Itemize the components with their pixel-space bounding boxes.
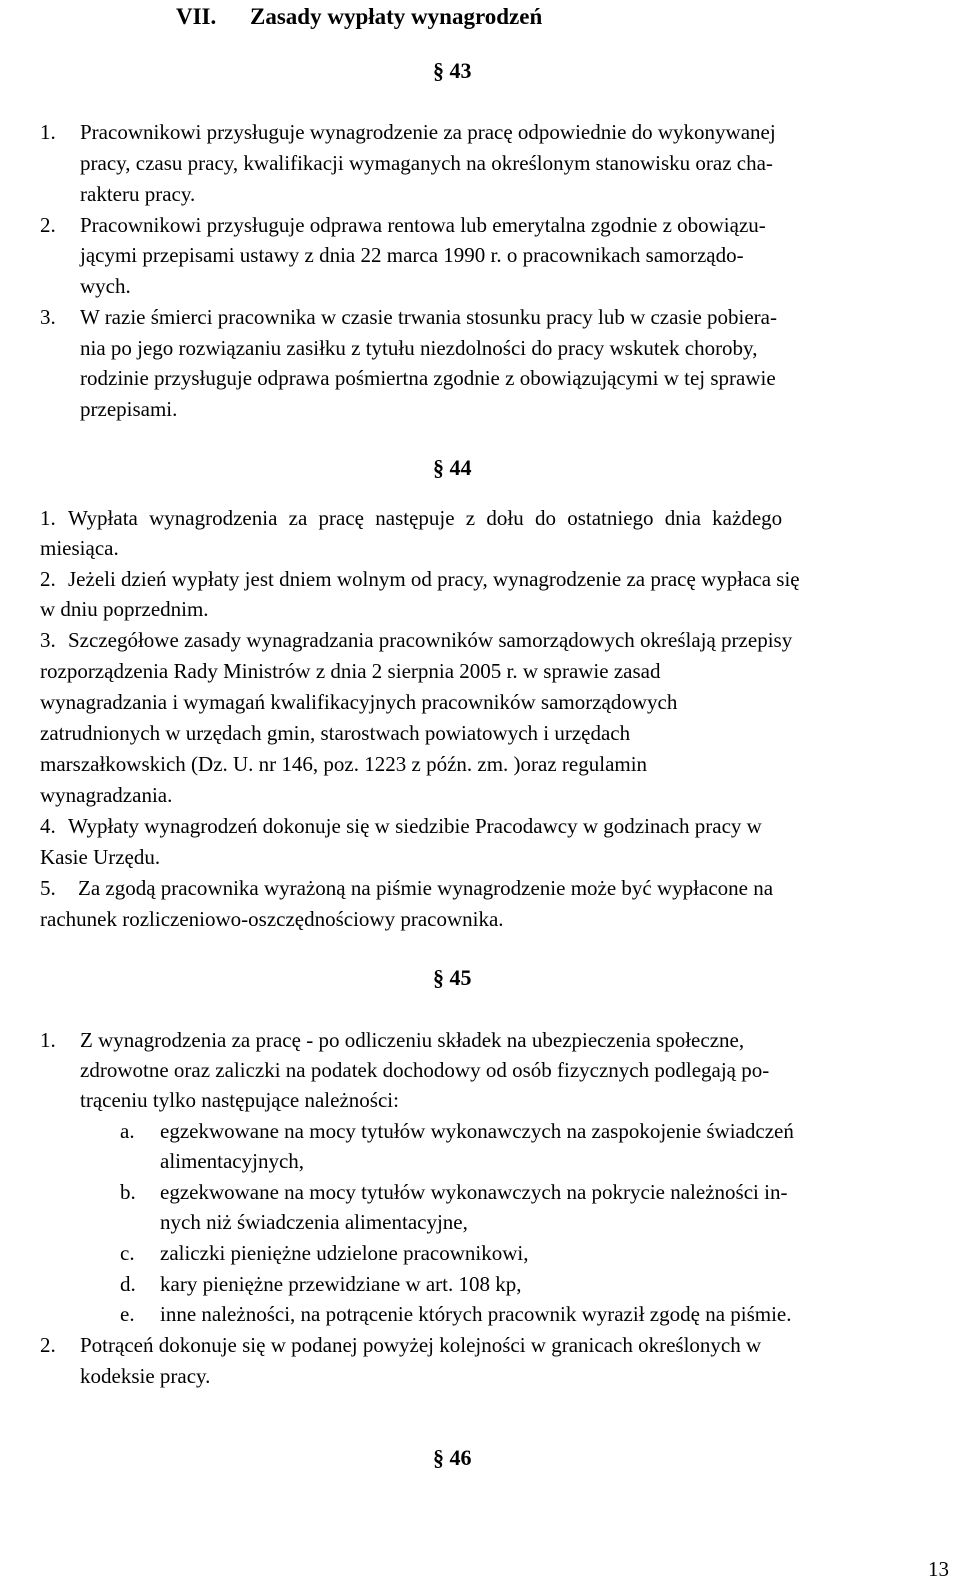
item-line: trąceniu tylko następujące należności: <box>80 1088 399 1112</box>
subitem-line: alimentacyjnych, <box>160 1149 305 1173</box>
section-symbol: § <box>433 1445 444 1470</box>
item-line: Szczegółowe zasady wynagradzania pracowników samorządowych określają przepisy <box>68 628 793 652</box>
subitem-letter: e. <box>120 1302 135 1326</box>
item-line: Wypłata wynagrodzenia za pracę następuje z dołu do ostatniego dnia każdego <box>68 506 783 530</box>
item-number: 4. <box>40 814 56 838</box>
item-line: w dniu poprzednim. <box>40 597 209 621</box>
item-line: nia po jego rozwiązaniu zasiłku z tytułu niezdolności do pracy wskutek choroby, <box>80 336 758 360</box>
section-number: 44 <box>449 455 472 480</box>
item-line: Z wynagrodzenia za pracę - po odliczeniu składek na ubezpieczenia społeczne, <box>80 1028 745 1052</box>
item-line: rodzinie przysługuje odprawa pośmiertna zgodnie z obowiązującymi w tej sprawie <box>80 366 776 390</box>
item-line: Wypłaty wynagrodzeń dokonuje się w siedzibie Pracodawcy w godzinach pracy w <box>68 814 762 838</box>
item-line: Pracownikowi przysługuje wynagrodzenie za pracę odpowiednie do wykonywanej <box>80 120 776 144</box>
section-symbol: § <box>433 965 444 990</box>
item-number: 1. <box>40 1028 56 1052</box>
section-heading-46 <box>433 1445 472 1471</box>
page-number: 13 <box>928 1557 949 1581</box>
section-heading-44 <box>433 455 472 481</box>
subitem-letter: d. <box>120 1272 136 1296</box>
subitem-line: kary pieniężne przewidziane w art. 108 kp, <box>160 1272 522 1296</box>
subitem-line: egzekwowane na mocy tytułów wykonawczych na pokrycie należności in- <box>160 1180 788 1204</box>
item-number: 3. <box>40 305 56 329</box>
item-line: rachunek rozliczeniowo-oszczędnościowy pracownika. <box>40 907 504 931</box>
item-line: W razie śmierci pracownika w czasie trwania stosunku pracy lub w czasie pobiera- <box>80 305 777 329</box>
subitem-line: inne należności, na potrącenie których pracownik wyraził zgodę na piśmie. <box>160 1302 792 1326</box>
item-number: 2. <box>40 213 56 237</box>
section-heading-43 <box>433 58 472 84</box>
section-number: 45 <box>449 965 472 990</box>
item-line: przepisami. <box>80 397 178 421</box>
chapter-title: Zasady wypłaty wynagrodzeń <box>250 4 543 29</box>
item-line: Za zgodą pracownika wyrażoną na piśmie wynagrodzenie może być wypłacone na <box>78 876 774 900</box>
item-line: wynagradzania i wymagań kwalifikacyjnych pracowników samorządowych <box>40 690 678 714</box>
item-line: wych. <box>80 274 131 298</box>
item-line: pracy, czasu pracy, kwalifikacji wymaganych na określonym stanowisku oraz cha- <box>80 151 773 175</box>
item-line: Kasie Urzędu. <box>40 845 161 869</box>
subitem-line: zaliczki pieniężne udzielone pracownikowi, <box>160 1241 529 1265</box>
section-number: 46 <box>449 1445 472 1470</box>
section-symbol: § <box>433 455 444 480</box>
item-number: 2. <box>40 1333 56 1357</box>
item-line: Potrąceń dokonuje się w podanej powyżej kolejności w granicach określonych w <box>80 1333 762 1357</box>
item-line: zdrowotne oraz zaliczki na podatek dochodowy od osób fizycznych podlegają po- <box>80 1058 770 1082</box>
item-number: 3. <box>40 628 56 652</box>
chapter-number: VII. <box>176 4 217 29</box>
item-line: jącymi przepisami ustawy z dnia 22 marca 1990 r. o pracownikach samorządo- <box>80 243 744 267</box>
item-line: kodeksie pracy. <box>80 1364 211 1388</box>
subitem-letter: b. <box>120 1180 136 1204</box>
subitem-line: egzekwowane na mocy tytułów wykonawczych na zaspokojenie świadczeń <box>160 1119 794 1143</box>
item-line: rakteru pracy. <box>80 182 196 206</box>
chapter-heading <box>176 4 542 30</box>
item-number: 2. <box>40 567 56 591</box>
item-line: wynagradzania. <box>40 783 173 807</box>
section-heading-45 <box>433 965 472 991</box>
item-line: Jeżeli dzień wypłaty jest dniem wolnym od pracy, wynagrodzenie za pracę wypłaca się <box>68 567 800 591</box>
item-line: rozporządzenia Rady Ministrów z dnia 2 sierpnia 2005 r. w sprawie zasad <box>40 659 661 683</box>
item-line: marszałkowskich (Dz. U. nr 146, poz. 1223 z późn. zm. )oraz regulamin <box>40 752 648 776</box>
subitem-letter: c. <box>120 1241 135 1265</box>
item-line: Pracownikowi przysługuje odprawa rentowa lub emerytalna zgodnie z obowiązu- <box>80 213 766 237</box>
item-line: zatrudnionych w urzędach gmin, starostwach powiatowych i urzędach <box>40 721 631 745</box>
item-number: 1. <box>40 120 56 144</box>
item-number: 5. <box>40 876 56 900</box>
subitem-letter: a. <box>120 1119 135 1143</box>
item-line: miesiąca. <box>40 536 119 560</box>
item-number: 1. <box>40 506 56 530</box>
subitem-line: nych niż świadczenia alimentacyjne, <box>160 1210 468 1234</box>
section-symbol: § <box>433 58 444 83</box>
section-number: 43 <box>449 58 472 83</box>
